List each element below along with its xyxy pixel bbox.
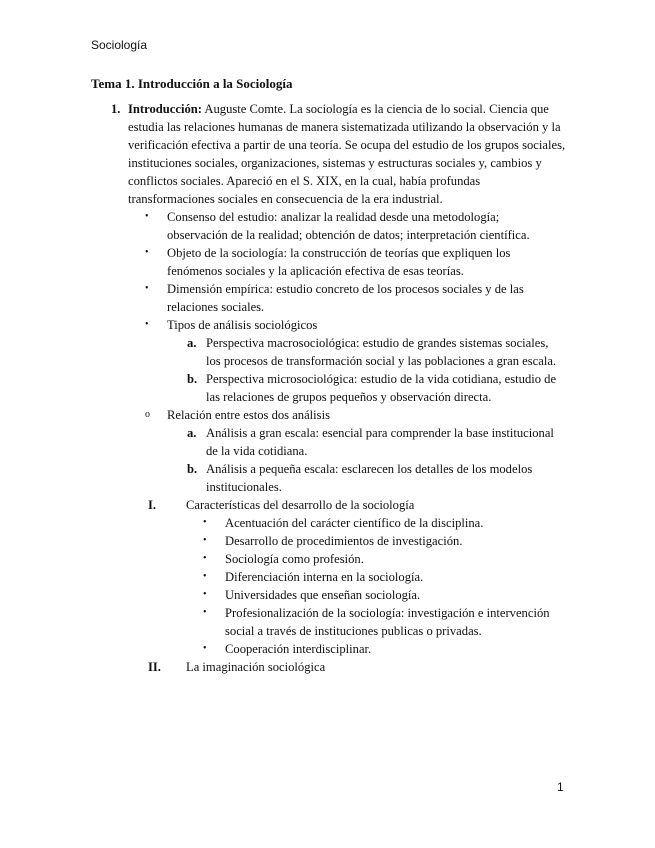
- list-item-text: Acentuación del carácter científico de la disciplina.: [225, 516, 484, 530]
- bullet-marker: •: [145, 319, 149, 330]
- list-item: [187, 460, 562, 496]
- list-item: [203, 532, 565, 550]
- list-item: [203, 604, 565, 640]
- page-header: Sociología: [91, 38, 148, 52]
- section-heading: [148, 658, 566, 676]
- bullet-marker: •: [145, 247, 149, 258]
- circle-marker: o: [145, 409, 150, 420]
- list-item-text: Desarrollo de procedimientos de investigación.: [225, 534, 463, 548]
- list-item: [203, 640, 565, 658]
- bullet-marker: •: [203, 643, 207, 654]
- document-body: [0, 100, 655, 676]
- intro-text: Auguste Comte. La sociología es la ciencia de lo social. Ciencia que estudia las relaciones humanas de manera sistematizada utilizando la observación y la verificación efectiva a partir de una teoría. Se ocupa del estudio de los grupos sociales, instituciones sociales, organizaciones, sistemas y estructuras sociales y, cambios y conflictos sociales. Apareció en el S. XIX, en la cual, había profundas transformaciones sociales en consecuencia de la era industrial.: [128, 102, 566, 206]
- list-item-text: Perspectiva macrosociológica: estudio de grandes sistemas sociales, los procesos de transformación social y las poblaciones a gran escala.: [206, 336, 557, 368]
- list-number: 1.: [111, 102, 121, 116]
- list-item-text: Perspectiva microsociológica: estudio de la vida cotidiana, estudio de las relaciones de grupos pequeños y observación directa.: [206, 372, 557, 404]
- document-title: Tema 1. Introducción a la Sociología: [91, 76, 293, 91]
- list-item-text: Cooperación interdisciplinar.: [225, 642, 372, 656]
- list-item: [203, 550, 565, 568]
- list-item-text: Tipos de análisis sociológicos: [167, 318, 318, 332]
- list-item-text: Profesionalización de la sociología: investigación e intervención social a través de instituciones publicas o privadas.: [225, 606, 550, 638]
- list-item: [187, 424, 562, 460]
- list-item-text: Consenso del estudio: analizar la realidad desde una metodología; observación de la realidad; obtención de datos; interpretación científica.: [167, 210, 530, 242]
- bullet-marker: •: [203, 553, 207, 564]
- list-item: [145, 406, 563, 424]
- bullet-marker: •: [203, 517, 207, 528]
- bullet-marker: •: [203, 607, 207, 618]
- letter-marker: b.: [187, 372, 198, 386]
- list-item-text: Análisis a gran escala: esencial para comprender la base institucional de la vida cotidiana.: [206, 426, 554, 458]
- page-number: 1: [557, 780, 564, 794]
- section-heading: [148, 496, 566, 514]
- intro-item: [111, 100, 568, 208]
- list-item: [145, 244, 563, 280]
- list-item-text: Análisis a pequeña escala: esclarecen los detalles de los modelos institucionales.: [206, 462, 533, 494]
- roman-marker: I.: [148, 498, 157, 512]
- list-item: [187, 334, 562, 370]
- list-item: [187, 370, 562, 406]
- bullet-marker: •: [203, 535, 207, 546]
- list-item-text: Objeto de la sociología: la construcción de teorías que expliquen los fenómenos sociales y la aplicación efectiva de esas teorías.: [167, 246, 511, 278]
- list-item-text: Universidades que enseñan sociología.: [225, 588, 421, 602]
- bullet-marker: •: [145, 283, 149, 294]
- list-item: [203, 568, 565, 586]
- section-title: La imaginación sociológica: [186, 660, 326, 674]
- list-item: [203, 586, 565, 604]
- list-item-text: Diferenciación interna en la sociología.: [225, 570, 424, 584]
- letter-marker: a.: [187, 336, 197, 350]
- list-item-text: Relación entre estos dos análisis: [167, 408, 330, 422]
- bullet-marker: •: [203, 589, 207, 600]
- roman-marker: II.: [148, 660, 161, 674]
- bullet-marker: •: [145, 211, 149, 222]
- list-item: [145, 316, 563, 334]
- intro-label: Introducción:: [128, 102, 202, 116]
- list-item: [203, 514, 565, 532]
- list-item: [145, 280, 563, 316]
- list-item-text: Sociología como profesión.: [225, 552, 364, 566]
- letter-marker: a.: [187, 426, 197, 440]
- list-item-text: Dimensión empírica: estudio concreto de los procesos sociales y de las relaciones sociales.: [167, 282, 524, 314]
- list-item: [145, 208, 563, 244]
- bullet-marker: •: [203, 571, 207, 582]
- letter-marker: b.: [187, 462, 198, 476]
- section-title: Características del desarrollo de la sociología: [186, 498, 415, 512]
